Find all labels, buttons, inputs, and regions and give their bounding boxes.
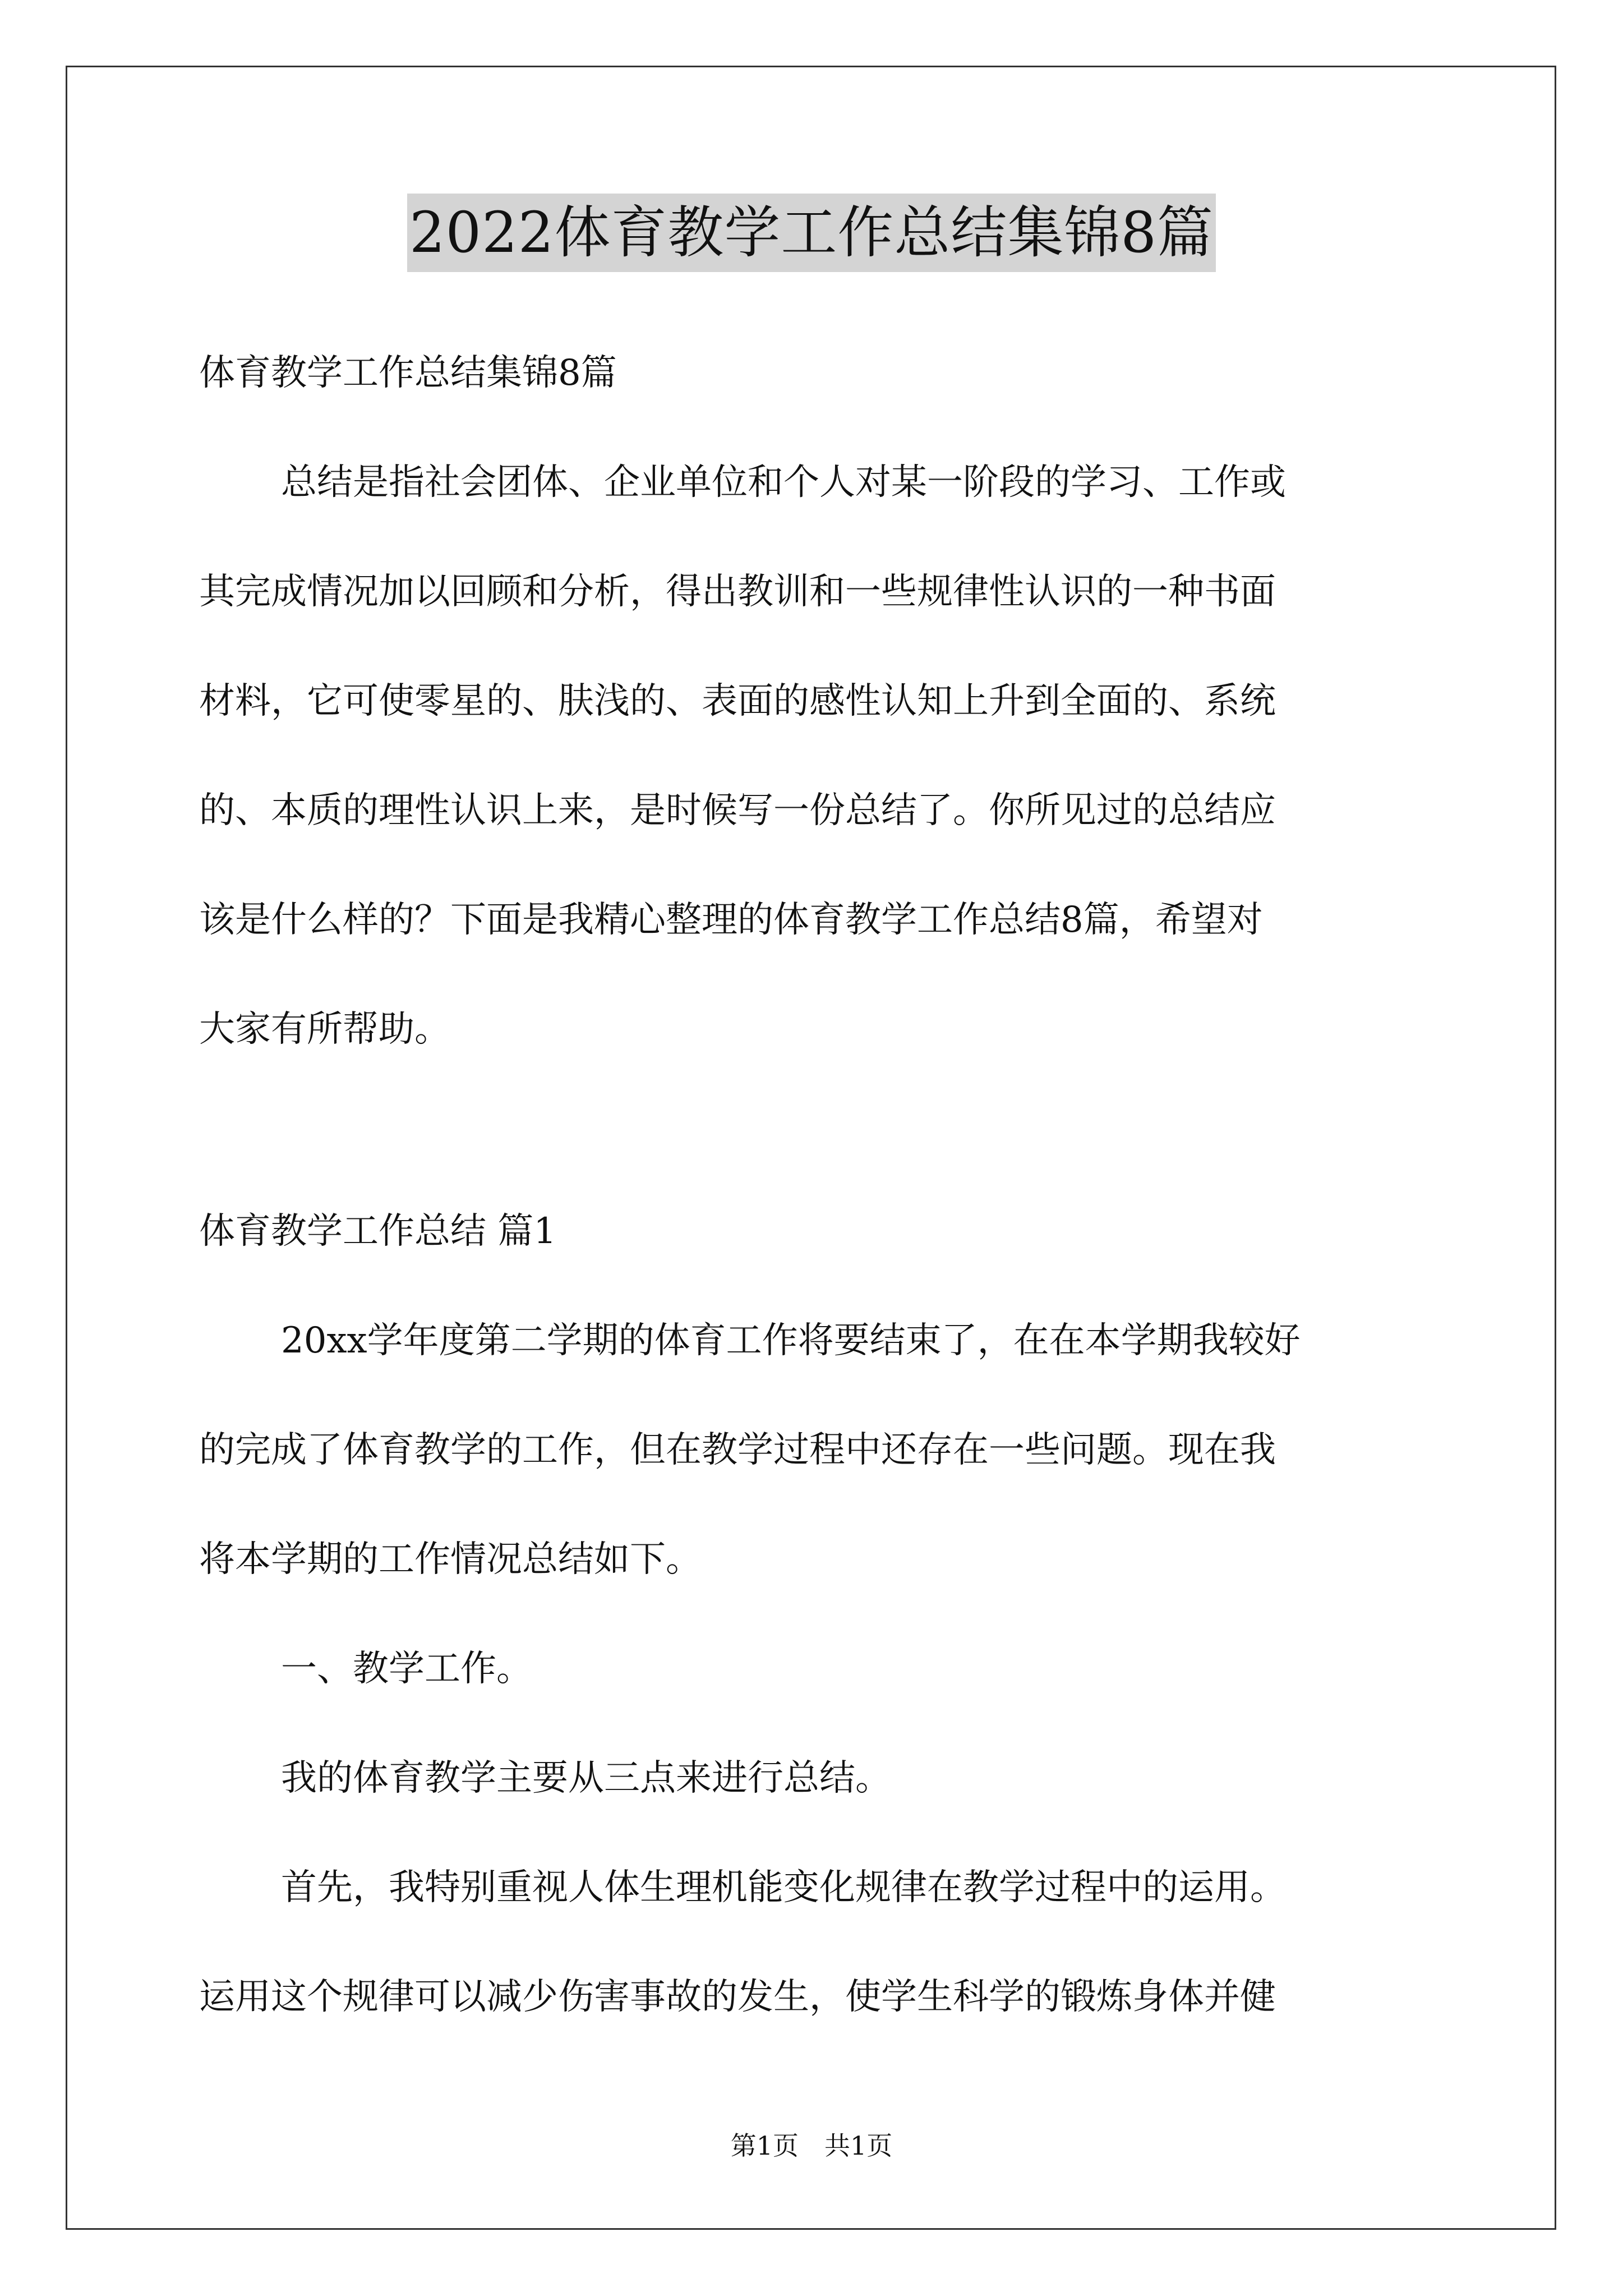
title-container [0, 194, 1623, 272]
paragraph-line: 大家有所帮助。 [199, 1009, 450, 1050]
paragraph-line: 首先，我特别重视人体生理机能变化规律在教学过程中的运用。 [281, 1867, 1286, 1908]
paragraph-line: 其完成情况加以回顾和分析，得出教训和一些规律性认识的一种书面 [199, 571, 1276, 613]
paragraph-line: 该是什么样的？下面是我精心整理的体育教学工作总结8篇，希望对 [199, 899, 1263, 941]
paragraph-line: 运用这个规律可以减少伤害事故的发生，使学生科学的锻炼身体并健 [199, 1976, 1276, 2018]
paragraph-line: 一、教学工作。 [281, 1648, 532, 1690]
paragraph-line: 总结是指社会团体、企业单位和个人对某一阶段的学习、工作或 [281, 462, 1286, 503]
paragraph-line: 的完成了体育教学的工作，但在教学过程中还存在一些问题。现在我 [199, 1429, 1276, 1471]
paragraph-line: 20xx学年度第二学期的体育工作将要结束了，在在本学期我较好 [281, 1320, 1301, 1361]
section-heading: 体育教学工作总结 篇1 [199, 1211, 557, 1252]
document-title: 2022体育教学工作总结集锦8篇 [407, 194, 1216, 272]
paragraph-line: 将本学期的工作情况总结如下。 [199, 1539, 702, 1580]
paragraph-line: 我的体育教学主要从三点来进行总结。 [281, 1757, 891, 1799]
paragraph-line: 材料，它可使零星的、肤浅的、表面的感性认知上升到全面的、系统 [199, 680, 1276, 722]
paragraph-line: 的、本质的理性认识上来，是时候写一份总结了。你所见过的总结应 [199, 790, 1276, 831]
subtitle-line: 体育教学工作总结集锦8篇 [199, 352, 617, 394]
page-footer: 第1页 共1页 [730, 2131, 893, 2161]
